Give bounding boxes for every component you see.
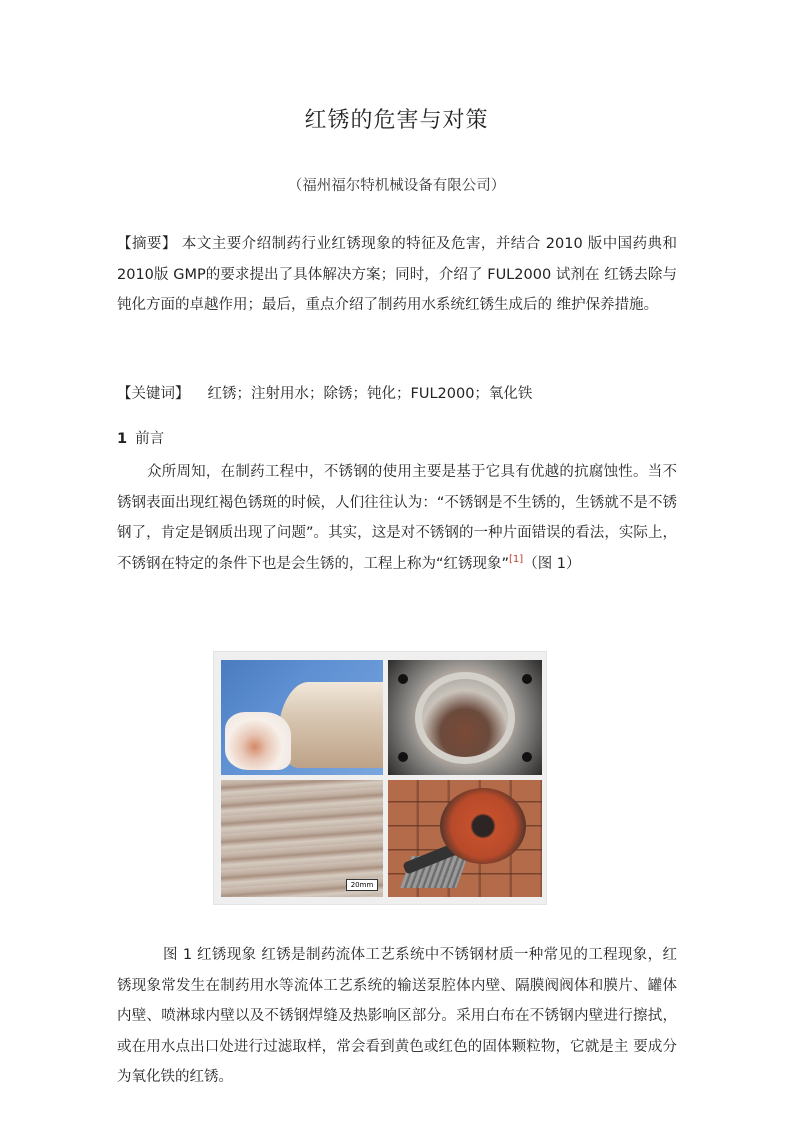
- photo-rust-streaks-surface: [221, 780, 383, 897]
- figure-reference: （图 1）: [523, 555, 581, 572]
- keywords-text: 红锈；注射用水；除锈；钝化；FUL2000；氧化铁: [207, 386, 533, 402]
- bolt-hole: [522, 752, 532, 762]
- chamber-ring-shape: [415, 672, 515, 764]
- bolt-hole: [398, 752, 408, 762]
- keywords-paragraph: [117, 379, 677, 409]
- abstract-text: 本文主要介绍制药行业红锈现象的特征及危害，并结合 2010 版中国药典和 2010版 GMP的要求提出了具体解决方案；同时，介绍了 FUL2000 试剂在 红锈去除与钝化方面的卓越作用；最后，重点介绍了制药用水系统红锈生成后的 维护保养措施。: [117, 236, 677, 313]
- reference-marker: [1]: [509, 553, 524, 565]
- bolt-hole: [522, 674, 532, 684]
- section-title: 前言: [135, 431, 165, 447]
- section-heading: [117, 427, 164, 448]
- document-title: 红锈的危害与对策: [304, 108, 489, 133]
- organization-line: （福州福尔特机械设备有限公司）: [287, 178, 506, 194]
- photo-rusted-pump-part-on-tiles: [388, 780, 542, 897]
- figure-caption-paragraph: 图 1 红锈现象 红锈是制药流体工艺系统中不锈钢材质一种常见的工程现象，红锈现象常发生在制药用水等流体工艺系统的输送泵腔体内壁、隔膜阀阀体和膜片、罐体内壁、喷淋球内壁以及不锈钢焊缝及热影响区部分。采用白布在不锈钢内壁进行擦拭，或在用水点出口处进行过滤取样，常会看到黄色或红色的固体颗粒物，它就是主 要成分为氧化铁的红锈。: [117, 947, 677, 1085]
- intro-text: 众所周知，在制药工程中，不锈钢的使用主要是基于它具有优越的抗腐蚀性。当不锈钢表面出现红褐色锈斑的时候，人们往往认为：“不锈钢是不生锈的，生锈就不是不锈钢了，肯定是钢质出现了问题”。其实，这是对不锈钢的一种片面错误的看法，实际上，不锈钢在特定的条件下也是会生锈的，工程上称为“红锈现象”: [117, 464, 677, 572]
- stained-cloth-shape: [225, 712, 291, 770]
- intro-paragraph: [117, 457, 677, 579]
- abstract-label: 【摘要】: [117, 236, 177, 252]
- section-number: 1: [117, 431, 128, 447]
- figure-1: [213, 651, 547, 905]
- photo-rusted-pipe-with-cloth: [221, 660, 383, 775]
- rusted-pump-casing: [440, 788, 526, 864]
- scale-bar: 20mm: [346, 879, 378, 891]
- abstract-paragraph: [117, 229, 677, 321]
- photo-pump-chamber: [388, 660, 542, 775]
- bolt-hole: [398, 674, 408, 684]
- keywords-label: 【关键词】: [117, 386, 190, 402]
